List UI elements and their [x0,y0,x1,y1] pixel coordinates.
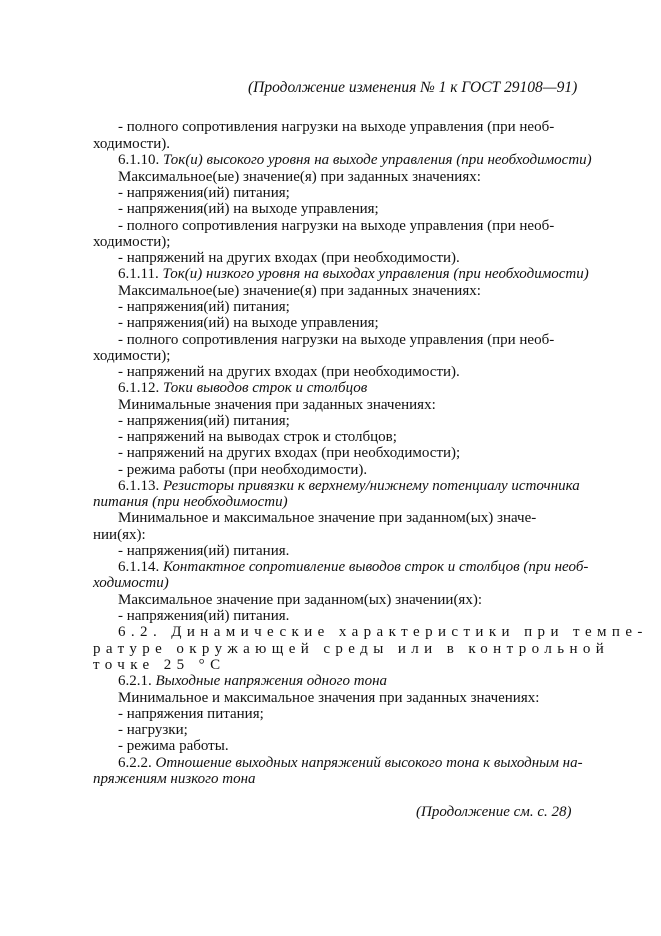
list-item: - режима работы. [118,738,229,754]
list-item: - напряжений на других входах (при необходимости); [118,445,461,461]
section-title: Ток(и) низкого уровня на выходах управления (при необходимости) [162,266,589,282]
list-item: - напряжения(ий) питания. [118,543,290,559]
section-6-1-11-heading [118,265,589,283]
text-line: Максимальное значение при заданном(ых) значении(ях): [118,592,482,608]
section-6-2-heading-continued: ратуре окружающей среды или в контрольной [93,641,610,657]
section-6-1-14-heading [118,558,588,576]
section-6-1-10-heading [118,151,592,169]
section-number: 6.1.14. [118,559,160,575]
list-item: - режима работы (при необходимости). [118,462,368,478]
section-title-continued: ходимости) [93,575,169,591]
list-item: - напряжений на других входах (при необходимости). [118,250,460,266]
text-line: нии(ях): [93,527,146,543]
section-number: 6.1.10. [118,152,160,168]
list-item: - напряжения(ий) питания; [118,185,290,201]
list-item: - полного сопротивления нагрузки на выходе управления (при необ- [118,218,555,234]
section-number: 6.1.12. [118,380,160,396]
text-line: Максимальное(ые) значение(я) при заданных значениях: [118,169,481,185]
section-number: 6.1.13. [118,478,160,494]
text-line: - полного сопротивления нагрузки на выходе управления (при необ- [118,119,555,135]
list-item: - напряжения(ий) на выходе управления; [118,201,379,217]
section-title: Резисторы привязки к верхнему/нижнему потенциалу источника [163,478,580,494]
section-6-2-heading: 6.2. Динамические характеристики при темпе- [118,624,648,640]
list-item: - полного сопротивления нагрузки на выходе управления (при необ- [118,332,555,348]
list-item: - напряжения питания; [118,706,264,722]
text-line: ходимости); [93,234,171,250]
section-number: 6.2.1. [118,673,152,689]
section-title-continued: питания (при необходимости) [93,494,288,510]
section-6-2-heading-continued: точке 25 °С [93,657,226,673]
section-title: Токи выводов строк и столбцов [163,380,368,396]
section-title: Контактное сопротивление выводов строк и столбцов (при необ- [163,559,589,575]
text-line: Минимальное и максимальное значения при заданных значениях: [118,690,540,706]
list-item: - напряжений на выводах строк и столбцов; [118,429,397,445]
list-item: - напряжения(ий) питания; [118,299,290,315]
list-item: - напряжения(ий) на выходе управления; [118,315,379,331]
section-6-1-12-heading [118,379,367,397]
page-header: (Продолжение изменения № 1 к ГОСТ 29108—91) [248,79,578,96]
text-line: Минимальное и максимальное значение при заданном(ых) значе- [118,510,537,526]
text-line: ходимости). [93,136,171,152]
section-title: Выходные напряжения одного тона [155,673,388,689]
section-title: Ток(и) высокого уровня на выходе управления (при необходимости) [163,152,592,168]
section-number: 6.1.11. [118,266,159,282]
text-line: ходимости); [93,348,171,364]
list-item: - напряжений на других входах (при необходимости). [118,364,460,380]
list-item: - напряжения(ий) питания. [118,608,290,624]
list-item: - напряжения(ий) питания; [118,413,290,429]
section-title-continued: пряжениям низкого тона [93,771,256,787]
text-line: Максимальное(ые) значение(я) при заданных значениях: [118,283,481,299]
section-6-2-1-heading [118,672,387,690]
text-line: Минимальные значения при заданных значениях: [118,397,436,413]
section-number: 6.2.2. [118,755,152,771]
page-footer: (Продолжение см. с. 28) [416,804,572,820]
list-item: - нагрузки; [118,722,188,738]
section-title: Отношение выходных напряжений высокого тона к выходным на- [155,755,583,771]
